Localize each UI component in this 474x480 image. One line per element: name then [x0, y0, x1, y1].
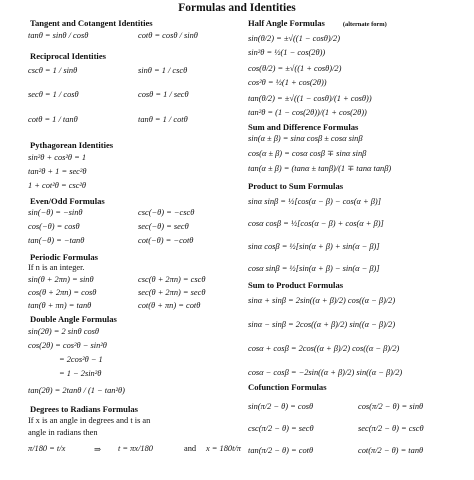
heading-half-angle	[248, 18, 387, 28]
formula-product-cos-cos: cosα cosβ = ½[cos(α − β) + cos(α + β)]	[248, 219, 384, 228]
formula-cofunction-sin: sin(π/2 − θ) = cosθ	[248, 402, 314, 411]
formula-double-cos-3: = 1 − 2sin²θ	[59, 369, 102, 378]
formula-sum-cos-minus: cosα − cosβ = −2sin((α + β)/2) sin((α − β)/2)	[248, 368, 403, 377]
formula-sum-diff-sin: sin(α ± β) = sinα cosβ ± cosα sinβ	[248, 134, 363, 143]
half-angle-title: Half Angle Formulas	[248, 18, 325, 28]
formula-sum-cos-plus: cosα + cosβ = 2cos((α + β)/2) cos((α − β)/2)	[248, 344, 400, 353]
formula-pythagorean-3: 1 + cot²θ = csc²θ	[28, 181, 87, 190]
implies-arrow: ⇒	[94, 445, 102, 454]
formula-product-sin-cos: sinα cosβ = ½[sin(α + β) + sin(α − β)]	[248, 242, 380, 251]
formula-cofunction-cot: cot(π/2 − θ) = tanθ	[358, 446, 424, 455]
formula-half-tan: tan(θ/2) = ±√((1 − cosθ)/(1 + cosθ))	[248, 94, 372, 103]
heading-deg-rad: Degrees to Radians Formulas	[30, 404, 138, 414]
half-angle-note: (alternate form)	[342, 21, 387, 28]
formula-periodic-sec: sec(θ + 2πn) = secθ	[138, 288, 206, 297]
formula-double-tan: tan(2θ) = 2tanθ / (1 − tan²θ)	[28, 386, 125, 395]
heading-reciprocal: Reciprocal Identities	[30, 51, 106, 61]
formula-product-sin-sin: sinα sinβ = ½[cos(α − β) − cos(α + β)]	[248, 197, 381, 206]
formula-double-sin: sin(2θ) = 2 sinθ cosθ	[28, 327, 100, 336]
heading-pythagorean: Pythagorean Identities	[30, 140, 114, 150]
formula-periodic-sin: sin(θ + 2πn) = sinθ	[28, 275, 94, 284]
formula-periodic-tan: tan(θ + πn) = tanθ	[28, 301, 92, 310]
heading-sum-product: Sum to Product Formulas	[248, 280, 344, 290]
formula-cofunction-sec: sec(π/2 − θ) = cscθ	[358, 424, 424, 433]
and-text: and	[184, 444, 197, 453]
formula-rad-to-deg: x = 180t/π	[206, 444, 241, 453]
formula-sum-sin-minus: sinα − sinβ = 2cos((α + β)/2) sin((α − β)/2)	[248, 320, 396, 329]
formula-even-odd-csc: csc(−θ) = −cscθ	[138, 208, 195, 217]
formula-tan-identity: tanθ = sinθ / cosθ	[28, 31, 89, 40]
heading-cofunction: Cofunction Formulas	[248, 382, 327, 392]
formula-product-cos-sin: cosα sinβ = ½[sin(α + β) − sin(α − β)]	[248, 264, 380, 273]
formula-cofunction-tan: tan(π/2 − θ) = cotθ	[248, 446, 314, 455]
formula-half-cos: cos(θ/2) = ±√((1 + cosθ)/2)	[248, 64, 342, 73]
formula-half-cos-alt: cos²θ = ½(1 + cos(2θ))	[248, 78, 327, 87]
page-title: Formulas and Identities	[178, 2, 296, 14]
formula-sin-reciprocal: sinθ = 1 / cscθ	[138, 66, 188, 75]
formula-cot-identity: cotθ = cosθ / sinθ	[138, 31, 198, 40]
formula-double-cos-2: = 2cos²θ − 1	[59, 355, 103, 364]
periodic-intro: If n is an integer.	[28, 263, 85, 272]
formula-pythagorean-1: sin²θ + cos²θ = 1	[28, 153, 87, 162]
formula-even-odd-sec: sec(−θ) = secθ	[138, 222, 189, 231]
heading-periodic: Periodic Formulas	[30, 252, 99, 262]
formula-deg-to-rad: t = πx/180	[118, 444, 153, 453]
formula-periodic-cot: cot(θ + πn) = cotθ	[138, 301, 201, 310]
formula-cofunction-cos: cos(π/2 − θ) = sinθ	[358, 402, 424, 411]
formula-half-sin: sin(θ/2) = ±√((1 − cosθ)/2)	[248, 34, 340, 43]
formula-cofunction-csc: csc(π/2 − θ) = secθ	[248, 424, 314, 433]
formula-sum-diff-tan: tan(α ± β) = (tanα ± tanβ)/(1 ∓ tanα tanβ)	[248, 164, 392, 173]
formula-cos-reciprocal: cosθ = 1 / secθ	[138, 90, 189, 99]
deg-rad-intro-1: If x is an angle in degrees and t is an	[28, 416, 151, 425]
formula-even-odd-cos: cos(−θ) = cosθ	[28, 222, 80, 231]
heading-sum-diff: Sum and Difference Formulas	[248, 122, 359, 132]
formula-periodic-cos: cos(θ + 2πn) = cosθ	[28, 288, 97, 297]
formula-deg-rad-ratio: π/180 = t/x	[28, 444, 66, 453]
formula-csc-reciprocal: cscθ = 1 / sinθ	[28, 66, 78, 75]
formula-sum-diff-cos: cos(α ± β) = cosα cosβ ∓ sinα sinβ	[248, 149, 367, 158]
heading-double-angle: Double Angle Formulas	[30, 314, 117, 324]
deg-rad-intro-2: angle in radians then	[28, 428, 98, 437]
formula-half-sin-alt: sin²θ = ½(1 − cos(2θ))	[248, 48, 326, 57]
formula-double-cos-1: cos(2θ) = cos²θ − sin²θ	[28, 341, 107, 350]
formula-even-odd-sin: sin(−θ) = −sinθ	[28, 208, 83, 217]
heading-product-sum: Product to Sum Formulas	[248, 181, 344, 191]
heading-even-odd: Even/Odd Formulas	[30, 196, 105, 206]
formula-pythagorean-2: tan²θ + 1 = sec²θ	[28, 167, 87, 176]
formula-even-odd-tan: tan(−θ) = −tanθ	[28, 236, 85, 245]
formula-half-tan-alt: tan²θ = (1 − cos(2θ))/(1 + cos(2θ))	[248, 108, 367, 117]
formula-cot-reciprocal: cotθ = 1 / tanθ	[28, 115, 78, 124]
formula-periodic-csc: csc(θ + 2πn) = cscθ	[138, 275, 206, 284]
formula-sec-reciprocal: secθ = 1 / cosθ	[28, 90, 79, 99]
formula-even-odd-cot: cot(−θ) = −cotθ	[138, 236, 194, 245]
formula-sum-sin-plus: sinα + sinβ = 2sin((α + β)/2) cos((α − β)/2)	[248, 296, 396, 305]
formula-tan-reciprocal: tanθ = 1 / cotθ	[138, 115, 188, 124]
heading-tangent-cotangent: Tangent and Cotangent Identities	[30, 18, 153, 28]
